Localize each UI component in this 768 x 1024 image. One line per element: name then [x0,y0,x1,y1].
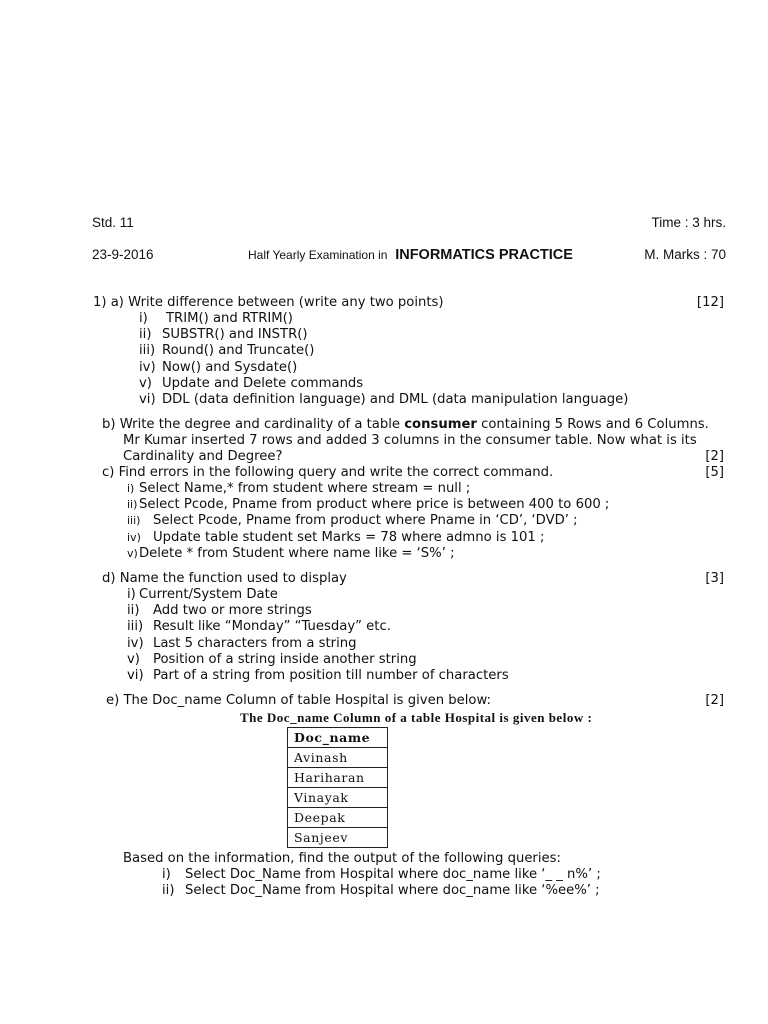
list-item: iv) Now() and Sysdate() [139,359,298,375]
q1c-marks: [5] [705,465,724,480]
table-row [288,788,388,808]
list-item: v) Position of a string inside another string [127,651,417,667]
list-item: ii) Select Pcode, Pname from product where price is between 400 to 600 ; [127,497,610,513]
list-item: iv) Last 5 characters from a string [127,635,357,651]
table-row [288,748,388,768]
q1b-line1: b) Write the degree and cardinality of a table consumer containing 5 Rows and 6 Columns. [102,417,709,432]
list-item: i) Current/System Date [127,587,278,602]
list-item: i) Select Doc_Name from Hospital where doc_name like ‘_ _ n%’ ; [162,867,601,882]
table-cell: Vinayak [288,788,388,808]
table-row [288,768,388,788]
table-row [288,808,388,828]
doc-name-table [287,727,388,848]
q1b-line3: Cardinality and Degree? [123,449,283,464]
table-header-cell: Doc_name [288,728,388,748]
subject-name: INFORMATICS PRACTICE [395,247,573,263]
q1d-list [127,587,509,684]
list-item: i) TRIM() and RTRIM() [139,311,293,326]
exam-title [248,247,573,263]
q1b-line2: Mr Kumar inserted 7 rows and added 3 columns in the consumer table. Now what is its [123,433,697,448]
time-label: Time : 3 hrs. [651,215,726,230]
q1e-queries [162,867,601,899]
list-item: v)Delete * from Student where name like = ‘S%’ ; [127,545,455,561]
q1b-marks: [2] [705,449,724,464]
exam-prefix: Half Yearly Examination in [248,248,388,262]
table-cell: Sanjeev [288,828,388,848]
list-item: i) Select Name,* from student where stream = null ; [127,481,471,496]
list-item: iii) Result like “Monday” “Tuesday” etc. [127,619,391,635]
table-row [288,728,388,748]
list-item: iii) Select Pcode, Pname from product where Pname in ‘CD’, ‘DVD’ ; [127,513,578,529]
list-item: ii) Select Doc_Name from Hospital where doc_name like ‘%ee%’ ; [162,883,600,899]
list-item: ii) Add two or more strings [127,603,312,619]
q1e-label: e) The Doc_name Column of table Hospital is given below: [106,693,491,708]
list-item: iii) Round() and Truncate() [139,343,315,359]
table-cell: Deepak [288,808,388,828]
q1d-label: d) Name the function used to display [102,571,347,586]
list-item: vi) DDL (data definition language) and DML (data manipulation language) [139,392,629,408]
exam-date: 23-9-2016 [92,247,154,262]
list-item: v) Update and Delete commands [139,375,364,391]
table-cell: Hariharan [288,768,388,788]
max-marks: M. Marks : 70 [644,247,726,262]
q1a-list [139,311,628,408]
table-row [288,828,388,848]
q1a-label: 1) a) Write difference between (write any two points) [93,295,444,310]
std-label: Std. 11 [92,215,134,230]
q1e-marks: [2] [705,693,724,708]
q1c-label: c) Find errors in the following query and write the correct command. [102,465,554,480]
q1e-based: Based on the information, find the output of the following queries: [123,851,561,866]
q1c-list [127,481,609,562]
table-cell: Avinash [288,748,388,768]
list-item: vi) Part of a string from position till number of characters [127,668,509,684]
q1d-marks: [3] [705,571,724,586]
q1a-marks: [12] [696,295,724,310]
list-item: ii) SUBSTR() and INSTR() [139,327,308,343]
list-item: iv) Update table student set Marks = 78 where admno is 101 ; [127,529,545,545]
table-caption: The Doc_name Column of a table Hospital is given below : [240,710,593,725]
